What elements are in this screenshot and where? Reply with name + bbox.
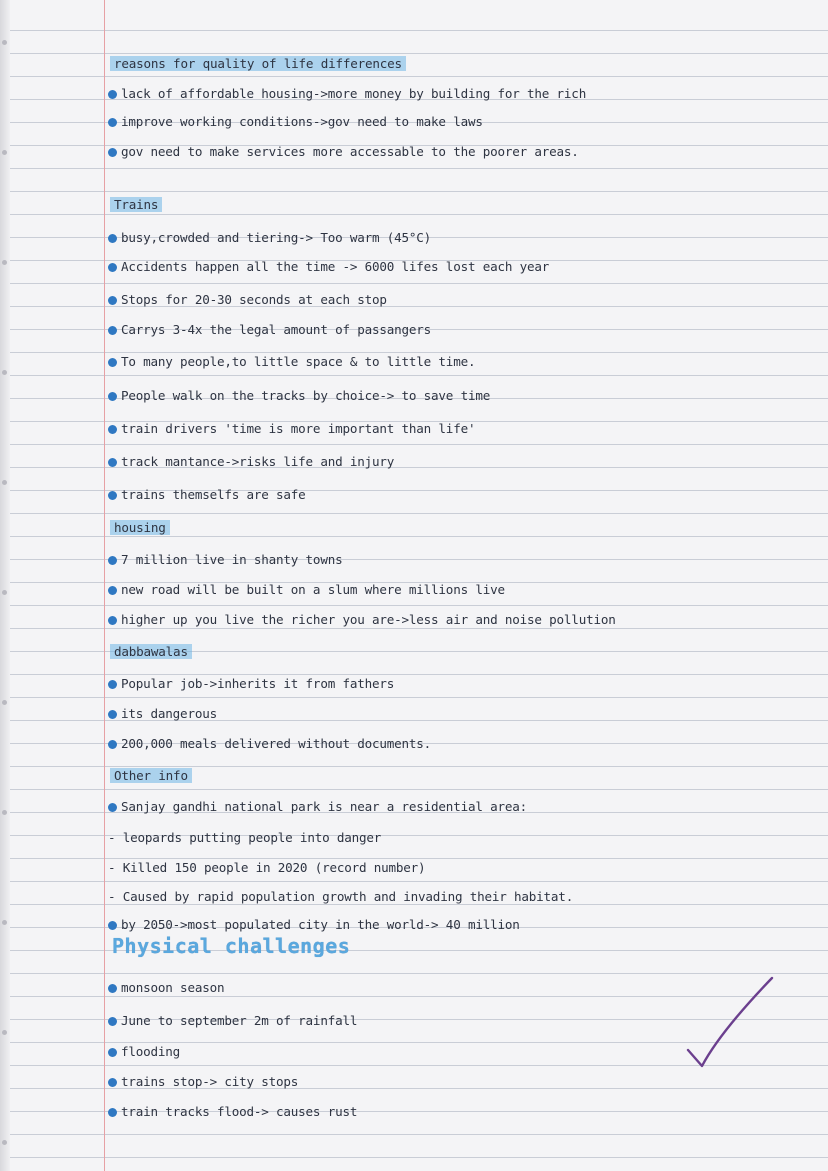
section-heading-housing: housing <box>108 516 798 539</box>
note-line: train drivers 'time is more important than life' <box>108 417 798 440</box>
note-line: new road will be built on a slum where millions live <box>108 578 798 601</box>
binding-hole <box>2 590 7 595</box>
binding-hole <box>2 480 7 485</box>
note-line: June to september 2m of rainfall <box>108 1009 798 1032</box>
note-line: Carrys 3-4x the legal amount of passangers <box>108 318 798 341</box>
note-line: improve working conditions->gov need to make laws <box>108 110 798 133</box>
bullet-dot <box>108 680 117 689</box>
note-line: gov need to make services more accessable to the poorer areas. <box>108 140 798 163</box>
section-heading-trains: Trains <box>108 193 798 216</box>
bullet-dot <box>108 984 117 993</box>
section-heading-other-info: Other info <box>108 764 798 787</box>
note-line: 7 million live in shanty towns <box>108 548 798 571</box>
bullet-dot <box>108 326 117 335</box>
note-line: track mantance->risks life and injury <box>108 450 798 473</box>
bullet-dot <box>108 740 117 749</box>
note-line: trains stop-> city stops <box>108 1070 798 1093</box>
bullet-dot <box>108 425 117 434</box>
bullet-dot <box>108 148 117 157</box>
bullet-dot <box>108 803 117 812</box>
bullet-dot <box>108 1108 117 1117</box>
bullet-dot <box>108 296 117 305</box>
note-line: flooding <box>108 1040 798 1063</box>
bullet-dot <box>108 118 117 127</box>
bullet-dot <box>108 1048 117 1057</box>
note-line: Sanjay gandhi national park is near a residential area: <box>108 795 798 818</box>
bullet-dot <box>108 90 117 99</box>
bullet-dot <box>108 921 117 930</box>
binding-hole <box>2 1030 7 1035</box>
binding-hole <box>2 810 7 815</box>
section-heading-dabbawalas: dabbawalas <box>108 640 798 663</box>
note-line: lack of affordable housing->more money by building for the rich <box>108 82 798 105</box>
note-line: trains themselfs are safe <box>108 483 798 506</box>
note-line: To many people,to little space & to little time. <box>108 350 798 373</box>
note-line: Popular job->inherits it from fathers <box>108 672 798 695</box>
bullet-dot <box>108 1078 117 1087</box>
bullet-dot <box>108 616 117 625</box>
note-line: People walk on the tracks by choice-> to save time <box>108 384 798 407</box>
bullet-dot <box>108 586 117 595</box>
bullet-dot <box>108 263 117 272</box>
bullet-dot <box>108 710 117 719</box>
margin-line <box>104 0 105 1171</box>
note-line: - Killed 150 people in 2020 (record number) <box>108 860 426 875</box>
bullet-dot <box>108 556 117 565</box>
note-line: busy,crowded and tiering-> Too warm (45°C) <box>108 226 798 249</box>
bullet-dot <box>108 458 117 467</box>
section-heading-reasons: reasons for quality of life differences <box>108 52 798 75</box>
binding-hole <box>2 920 7 925</box>
note-line: Stops for 20-30 seconds at each stop <box>108 288 798 311</box>
bullet-dot <box>108 392 117 401</box>
bullet-dot <box>108 358 117 367</box>
binding-hole <box>2 700 7 705</box>
binding-hole <box>2 370 7 375</box>
note-line: Accidents happen all the time -> 6000 lifes lost each year <box>108 255 798 278</box>
note-line: by 2050->most populated city in the world-> 40 million <box>108 913 798 936</box>
note-line: 200,000 meals delivered without documents. <box>108 732 798 755</box>
bullet-dot <box>108 1017 117 1026</box>
checkmark-icon <box>680 972 780 1072</box>
binding-hole <box>2 260 7 265</box>
note-line: monsoon season <box>108 976 798 999</box>
notebook-binding <box>0 0 10 1171</box>
section-heading-physical-challenges: Physical challenges <box>112 934 351 958</box>
note-line: - Caused by rapid population growth and invading their habitat. <box>108 889 574 904</box>
note-line: its dangerous <box>108 702 798 725</box>
note-line: - leopards putting people into danger <box>108 830 382 845</box>
binding-hole <box>2 1140 7 1145</box>
bullet-dot <box>108 491 117 500</box>
binding-hole <box>2 150 7 155</box>
note-line: train tracks flood-> causes rust <box>108 1100 798 1123</box>
bullet-dot <box>108 234 117 243</box>
binding-hole <box>2 40 7 45</box>
note-line: higher up you live the richer you are->less air and noise pollution <box>108 608 798 631</box>
